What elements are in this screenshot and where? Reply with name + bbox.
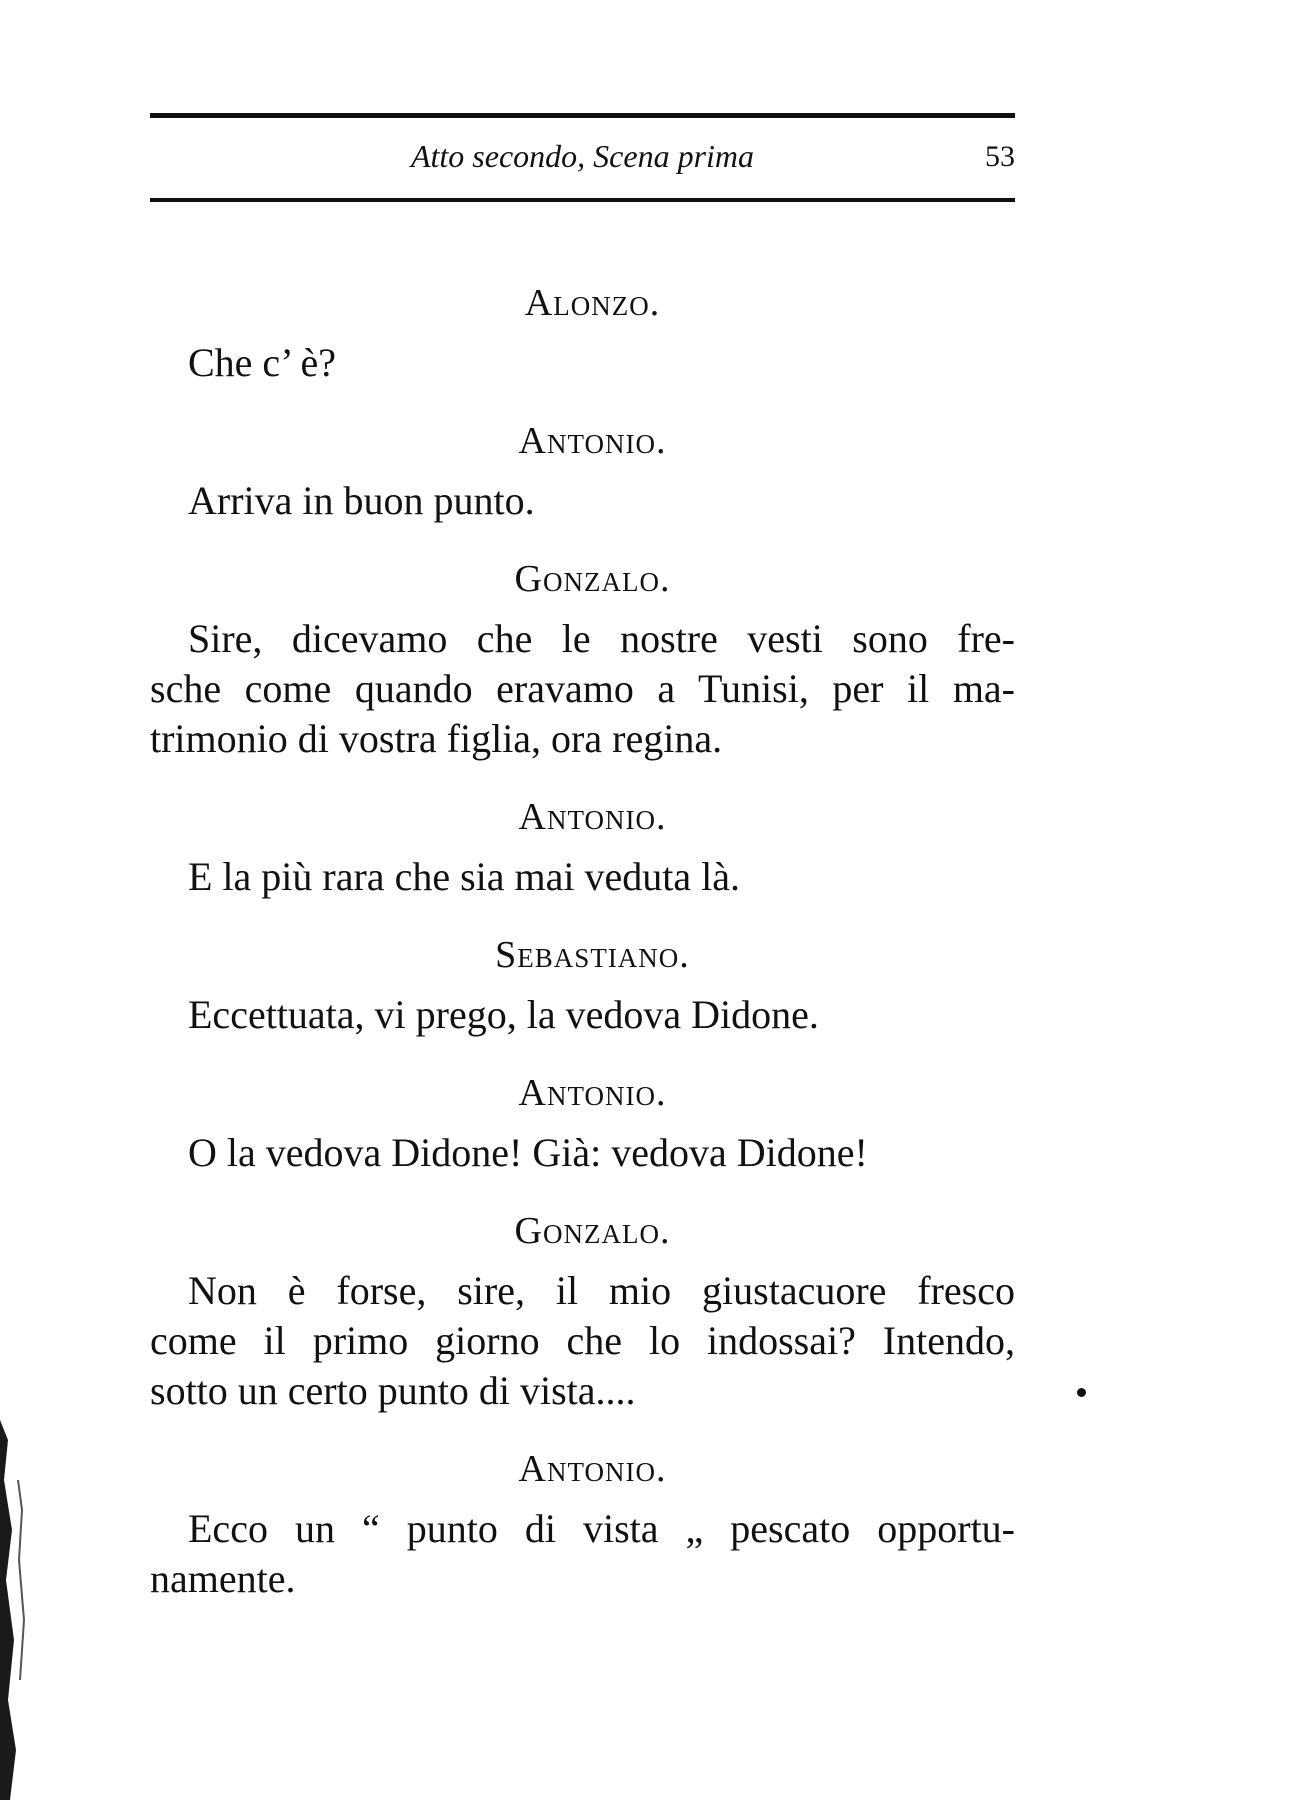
speech-line: Arriva in buon punto.: [188, 478, 535, 523]
speech-paragraph: [150, 614, 1015, 764]
page-edge-shadow: [0, 1420, 36, 1800]
speech-line: Eccettuata, vi prego, la vedova Didone.: [188, 992, 819, 1037]
speech-paragraph: [150, 338, 1015, 388]
dialogue-body: [150, 278, 1015, 1604]
speech-paragraph: [150, 990, 1015, 1040]
speech-paragraph: [150, 1266, 1015, 1416]
header-rule-top: [150, 113, 1015, 118]
speech-line: sche come quando eravamo a Tunisi, per il ma-: [150, 666, 1015, 711]
spacer: [150, 842, 1015, 852]
speaker-name: Antonio.: [518, 420, 667, 462]
speaker-name: Alonzo.: [524, 282, 661, 324]
spacer: [150, 980, 1015, 990]
speech-line: come il primo giorno che lo indossai? Intendo,: [150, 1318, 1015, 1363]
speech-line: trimonio di vostra figlia, ora regina.: [150, 716, 723, 761]
spacer: [150, 1494, 1015, 1504]
speech-paragraph: [150, 1504, 1015, 1604]
speech-paragraph: [150, 852, 1015, 902]
spacer: [150, 902, 1015, 930]
spacer: [150, 1256, 1015, 1266]
speaker-name: Gonzalo.: [514, 1210, 671, 1252]
spacer: [150, 328, 1015, 338]
speech-paragraph: [150, 1128, 1015, 1178]
speaker-name: Sebastiano.: [495, 934, 690, 976]
speech-line: O la vedova Didone! Già: vedova Didone!: [188, 1130, 868, 1175]
ink-dot: [1077, 1388, 1086, 1397]
spacer: [150, 764, 1015, 792]
speaker-name: Antonio.: [518, 1448, 667, 1490]
spacer: [150, 526, 1015, 554]
spacer: [150, 1178, 1015, 1206]
page-number: 53: [985, 140, 1015, 173]
spacer: [150, 1040, 1015, 1068]
speech-line: Non è forse, sire, il mio giustacuore fresco: [188, 1268, 1015, 1313]
spacer: [150, 466, 1015, 476]
spacer: [150, 604, 1015, 614]
running-title: Atto secondo, Scena prima: [410, 138, 755, 174]
spacer: [150, 1118, 1015, 1128]
speech-line: Sire, dicevamo che le nostre vesti sono fre-: [188, 616, 1015, 661]
speech-paragraph: [150, 476, 1015, 526]
speech-line: E la più rara che sia mai veduta là.: [188, 854, 740, 899]
speaker-name: Antonio.: [518, 796, 667, 838]
speech-line: sotto un certo punto di vista....: [150, 1368, 636, 1413]
running-head: [150, 132, 1015, 182]
spacer: [150, 1416, 1015, 1444]
speech-line: Ecco un “ punto di vista „ pescato opportu-: [188, 1506, 1015, 1551]
speech-line: namente.: [150, 1556, 296, 1601]
spacer: [150, 388, 1015, 416]
header-rule-bottom: [150, 198, 1015, 202]
speech-line: Che c’ è?: [188, 340, 337, 385]
speaker-name: Gonzalo.: [514, 558, 671, 600]
speaker-name: Antonio.: [518, 1072, 667, 1114]
